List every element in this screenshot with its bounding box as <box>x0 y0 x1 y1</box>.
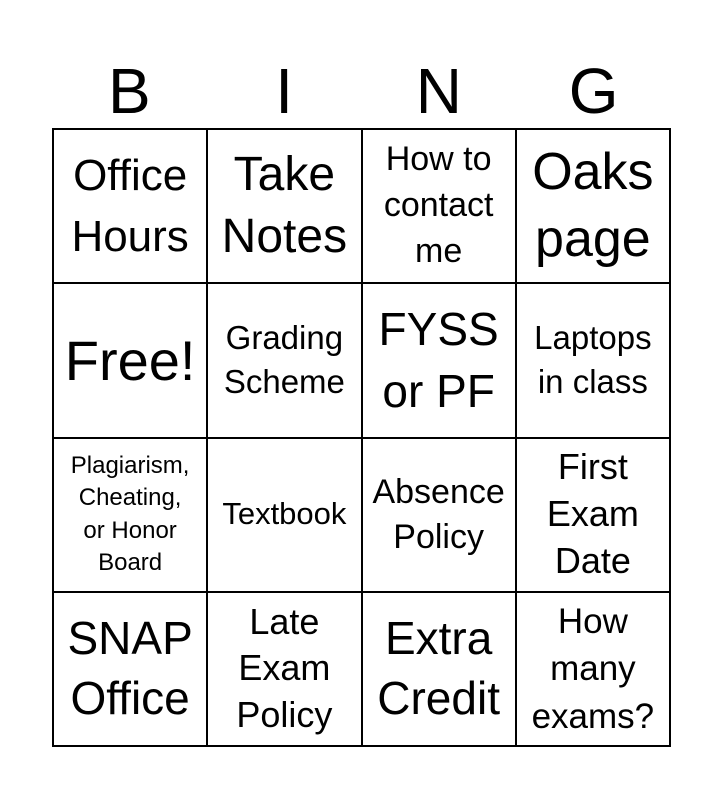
cell-text: Grading Scheme <box>223 318 345 401</box>
bingo-cell[interactable] <box>517 593 671 747</box>
cell-text: Absence Policy <box>372 473 505 556</box>
bingo-cell[interactable] <box>54 130 208 284</box>
cell-text: Free! <box>64 328 196 392</box>
cell-text: Extra Credit <box>377 612 500 724</box>
bingo-cell[interactable] <box>208 439 362 593</box>
header-letter-i: I <box>275 55 294 127</box>
cell-text: Textbook <box>222 496 347 532</box>
cell-text: Office Hours <box>71 150 189 262</box>
cell-text: How to contact me <box>383 140 494 271</box>
cell-text: First Exam Date <box>546 446 639 582</box>
header-letter-b: B <box>108 55 151 127</box>
bingo-cell[interactable] <box>517 130 671 284</box>
bingo-cell[interactable] <box>363 284 517 438</box>
bingo-cell[interactable] <box>363 439 517 593</box>
bingo-cell[interactable] <box>363 593 517 747</box>
cell-text: Plagiarism, Cheating, or Honor Board <box>70 451 190 577</box>
cell-text: SNAP Office <box>67 612 193 724</box>
cell-text: How many exams? <box>531 602 655 736</box>
header-letter-n: N <box>415 55 462 127</box>
cell-text: Oaks page <box>532 142 654 269</box>
cell-text: Late Exam Policy <box>236 600 333 736</box>
bingo-cell[interactable] <box>208 284 362 438</box>
cell-text: Take Notes <box>221 147 348 264</box>
bingo-cell[interactable] <box>54 439 208 593</box>
bingo-cell[interactable] <box>54 593 208 747</box>
bingo-card <box>52 128 671 747</box>
bingo-header <box>52 56 671 126</box>
cell-text: FYSS or PF <box>378 303 499 418</box>
bingo-cell[interactable] <box>208 130 362 284</box>
bingo-cell[interactable] <box>208 593 362 747</box>
bingo-cell[interactable] <box>363 130 517 284</box>
header-letter-g: G <box>568 55 619 127</box>
bingo-cell[interactable] <box>54 284 208 438</box>
bingo-cell[interactable] <box>517 284 671 438</box>
bingo-cell[interactable] <box>517 439 671 593</box>
cell-text: Laptops in class <box>534 318 652 401</box>
